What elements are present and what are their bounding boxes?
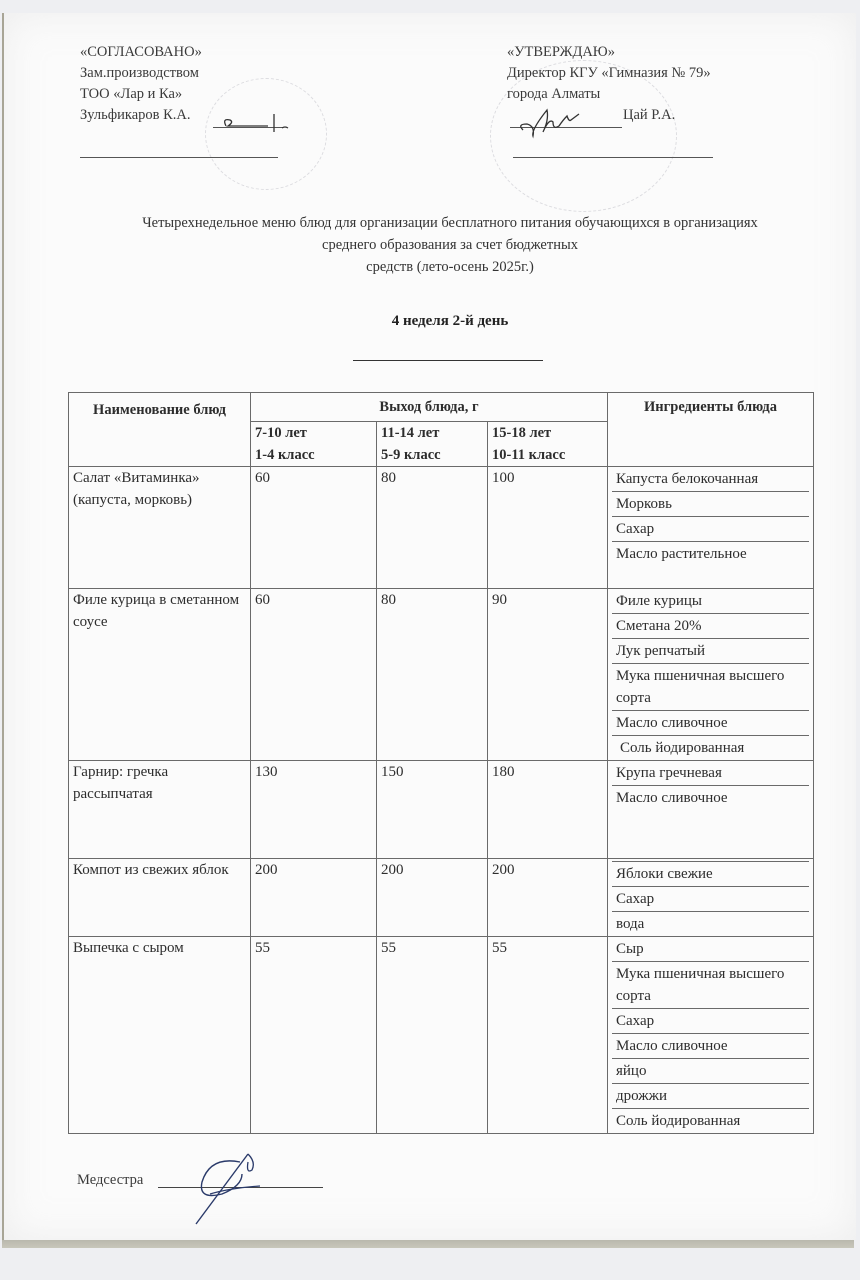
dish-name: Филе курица в сметанном соусе — [69, 589, 251, 761]
approval-signer-right: Цай Р.А. — [623, 107, 676, 123]
header-dish-name: Наименование блюд — [69, 393, 251, 467]
output-grade-10-11: 55 — [488, 937, 608, 1134]
table-row — [69, 937, 814, 1134]
output-grade-1-4: 200 — [251, 859, 377, 937]
ingredient: Масло сливочное — [616, 790, 728, 806]
output-grade-1-4: 60 — [251, 467, 377, 589]
ingredient: Масло сливочное — [612, 1034, 809, 1059]
grade-label: 5-9 класс — [381, 447, 441, 463]
ingredients-list — [608, 467, 814, 589]
output-grade-1-4: 60 — [251, 589, 377, 761]
age-label: 15-18 лет — [492, 425, 552, 441]
output-grade-1-4: 55 — [251, 937, 377, 1134]
signature-underline-left — [80, 157, 278, 158]
header-age-group-3 — [488, 422, 608, 467]
age-label: 7-10 лет — [255, 425, 307, 441]
output-grade-10-11: 200 — [488, 859, 608, 937]
table-row — [69, 589, 814, 761]
ingredient: Мука пшеничная высшего сорта — [612, 962, 809, 1009]
ingredient: Морковь — [612, 492, 809, 517]
dish-name: Выпечка с сыром — [69, 937, 251, 1134]
grade-label: 1-4 класс — [255, 447, 315, 463]
ingredient: Сыр — [612, 937, 809, 962]
approval-position-right: Директор КГУ «Гимназия № 79» — [507, 65, 711, 81]
ingredient: Мука пшеничная высшего сорта — [612, 664, 809, 711]
ingredient: Соль йодированная — [620, 740, 745, 756]
title-line-1: Четырехнедельное меню блюд для организации бесплатного питания обучающихся в организациях — [142, 215, 758, 231]
approval-signer-left: Зульфикаров К.А. — [80, 107, 191, 123]
day-title-underline — [353, 360, 543, 361]
approval-org-left: ТОО «Лар и Ка» — [80, 86, 183, 102]
output-grade-10-11: 180 — [488, 761, 608, 859]
grade-label: 10-11 класс — [492, 447, 566, 463]
signature-underline-right — [513, 157, 713, 158]
header-ingredients: Ингредиенты блюда — [608, 393, 814, 467]
age-label: 11-14 лет — [381, 425, 440, 441]
table-header-row — [69, 393, 814, 422]
ingredient: Яблоки свежие — [612, 861, 809, 887]
ingredient: Сметана 20% — [612, 614, 809, 639]
company-stamp — [205, 78, 327, 190]
page-bottom-edge — [2, 1240, 854, 1248]
header-age-group-1 — [251, 422, 377, 467]
output-grade-5-9: 150 — [377, 761, 488, 859]
title-line-2: среднего образования за счет бюджетных — [322, 237, 578, 253]
menu-table — [68, 392, 814, 1134]
ingredient: яйцо — [612, 1059, 809, 1084]
output-grade-5-9: 80 — [377, 589, 488, 761]
table-row — [69, 859, 814, 937]
ingredients-list — [608, 589, 814, 761]
table-row — [69, 761, 814, 859]
ingredient: Сахар — [612, 887, 809, 912]
header-output: Выход блюда, г — [251, 393, 608, 422]
approval-heading-right: «УТВЕРЖДАЮ» — [507, 44, 615, 60]
output-grade-5-9: 200 — [377, 859, 488, 937]
ingredient: Соль йодированная — [616, 1113, 741, 1129]
ingredients-list — [608, 859, 814, 937]
output-grade-10-11: 100 — [488, 467, 608, 589]
approval-block-left — [80, 42, 202, 126]
ingredient: дрожжи — [612, 1084, 809, 1109]
output-grade-5-9: 55 — [377, 937, 488, 1134]
dish-name: Салат «Витаминка» (капуста, морковь) — [69, 467, 251, 589]
ingredients-list — [608, 937, 814, 1134]
dish-name: Компот из свежих яблок — [69, 859, 251, 937]
nurse-signature-icon — [190, 1150, 270, 1230]
ingredient: Лук репчатый — [612, 639, 809, 664]
document-title — [70, 212, 830, 278]
approval-heading-left: «СОГЛАСОВАНО» — [80, 44, 202, 60]
ingredient: Крупа гречневая — [612, 761, 809, 786]
output-grade-5-9: 80 — [377, 467, 488, 589]
ingredient: Масло сливочное — [612, 711, 809, 736]
ingredient: вода — [616, 916, 645, 932]
output-grade-1-4: 130 — [251, 761, 377, 859]
approval-city-right: города Алматы — [507, 86, 601, 102]
title-line-3: средств (лето-осень 2025г.) — [366, 259, 534, 275]
ingredient: Капуста белокочанная — [612, 467, 809, 492]
signature-icon-left — [220, 108, 300, 134]
ingredient: Сахар — [612, 517, 809, 542]
ingredient: Филе курицы — [612, 589, 809, 614]
ingredient: Сахар — [612, 1009, 809, 1034]
output-grade-10-11: 90 — [488, 589, 608, 761]
table-row — [69, 467, 814, 589]
ingredients-list — [608, 761, 814, 859]
signature-icon-right — [515, 100, 615, 140]
dish-name: Гарнир: гречка рассыпчатая — [69, 761, 251, 859]
approval-position-left: Зам.производством — [80, 65, 199, 81]
header-age-group-2 — [377, 422, 488, 467]
nurse-label: Медсестра — [77, 1172, 144, 1188]
ingredient: Масло растительное — [616, 546, 747, 562]
day-title: 4 неделя 2-й день — [391, 313, 509, 329]
